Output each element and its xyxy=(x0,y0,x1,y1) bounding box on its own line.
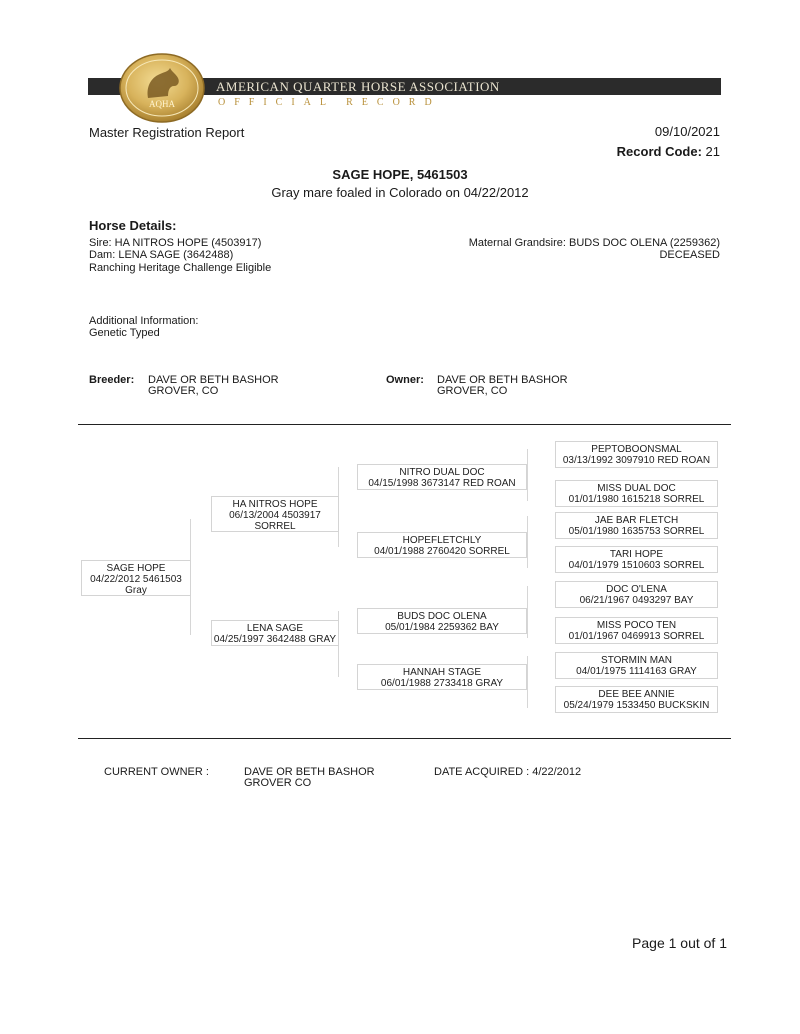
current-owner-location: GROVER CO xyxy=(244,777,312,789)
breeder-label: Breeder: xyxy=(89,374,135,386)
pedigree-horse-extra: SORREL xyxy=(254,521,296,532)
record-code-value: 21 xyxy=(705,144,720,159)
pedigree-gen4-7 xyxy=(555,652,718,679)
pedigree-gen4-3 xyxy=(555,512,718,539)
pedigree-horse-info: 06/21/1967 0493297 BAY xyxy=(579,595,694,606)
pedigree-gen4-5 xyxy=(555,581,718,608)
owner-label: Owner: xyxy=(386,374,424,386)
record-code xyxy=(560,144,720,160)
horse-details-heading: Horse Details: xyxy=(89,218,177,233)
current-owner-name: DAVE OR BETH BASHOR xyxy=(244,766,375,778)
pedigree-horse-name: HOPEFLETCHLY xyxy=(402,535,482,546)
pedigree-horse-name: HA NITROS HOPE xyxy=(232,499,318,510)
pedigree-horse-name: TARI HOPE xyxy=(609,549,664,560)
pedigree-top-divider xyxy=(78,424,731,425)
pedigree-gen4-1 xyxy=(555,441,718,468)
report-title: Master Registration Report xyxy=(89,125,245,140)
pedigree-horse-info: 01/01/1980 1615218 SORREL xyxy=(568,494,705,505)
connector xyxy=(527,449,528,501)
pedigree-horse-info: 04/01/1975 1114163 GRAY xyxy=(576,666,697,677)
dam-line: Dam: LENA SAGE (3642488) xyxy=(89,249,234,261)
pedigree-horse-extra: Gray xyxy=(125,585,147,596)
pedigree-horse-name: STORMIN MAN xyxy=(601,655,672,666)
current-owner-label: CURRENT OWNER : xyxy=(104,766,209,778)
owner-location: GROVER, CO xyxy=(437,385,508,397)
maternal-grandsire-status: DECEASED xyxy=(659,249,720,261)
pedigree-gen4-4 xyxy=(555,546,718,573)
pedigree-horse-info: 04/22/2012 5461503 xyxy=(90,574,182,585)
pedigree-horse-name: PEPTOBOONSMAL xyxy=(591,444,682,455)
pedigree-horse-info: 04/15/1998 3673147 RED ROAN xyxy=(368,478,516,489)
pedigree-horse-name: MISS DUAL DOC xyxy=(597,483,676,494)
pedigree-horse-name: JAE BAR FLETCH xyxy=(594,515,679,526)
aqha-seal-logo xyxy=(118,52,206,124)
page-number: Page 1 out of 1 xyxy=(632,935,727,951)
additional-info-value: Genetic Typed xyxy=(89,327,160,339)
seal-text: AQHA xyxy=(149,99,175,109)
breeder-location: GROVER, CO xyxy=(148,385,219,397)
pedigree-horse-info: 05/01/1980 1635753 SORREL xyxy=(568,526,705,537)
pedigree-horse-name: HANNAH STAGE xyxy=(402,667,482,678)
pedigree-paternal-grandsire xyxy=(357,464,527,490)
pedigree-horse-name: DEE BEE ANNIE xyxy=(598,689,675,700)
owner-name: DAVE OR BETH BASHOR xyxy=(437,374,568,386)
pedigree-horse-name: NITRO DUAL DOC xyxy=(399,467,485,478)
breeder-name: DAVE OR BETH BASHOR xyxy=(148,374,279,386)
pedigree-maternal-grandsire xyxy=(357,608,527,634)
pedigree-gen4-8 xyxy=(555,686,718,713)
pedigree-sire xyxy=(211,496,339,532)
connector xyxy=(527,586,528,638)
pedigree-dam xyxy=(211,620,339,646)
pedigree-horse-info: 06/01/1988 2733418 GRAY xyxy=(380,678,504,689)
pedigree-horse-info: 01/01/1967 0469913 SORREL xyxy=(568,631,705,642)
additional-info-label: Additional Information: xyxy=(89,315,199,327)
pedigree-gen4-6 xyxy=(555,617,718,644)
pedigree-horse-name: LENA SAGE xyxy=(246,623,304,634)
pedigree-paternal-granddam xyxy=(357,532,527,558)
official-record-subtitle: OFFICIAL RECORD xyxy=(218,97,441,108)
report-date: 09/10/2021 xyxy=(654,124,720,139)
horse-description: Gray mare foaled in Colorado on 04/22/2012 xyxy=(271,185,529,200)
pedigree-horse-info: 04/01/1988 2760420 SORREL xyxy=(374,546,510,557)
pedigree-bottom-divider xyxy=(78,738,731,739)
pedigree-horse-info: 03/13/1992 3097910 RED ROAN xyxy=(562,455,711,466)
connector xyxy=(527,516,528,568)
pedigree-horse-info: 04/25/1997 3642488 GRAY xyxy=(213,634,337,645)
pedigree-subject xyxy=(81,560,191,596)
sire-line: Sire: HA NITROS HOPE (4503917) xyxy=(89,237,262,249)
eligibility-line: Ranching Heritage Challenge Eligible xyxy=(89,262,272,274)
record-code-label: Record Code: xyxy=(616,144,702,159)
pedigree-gen4-2 xyxy=(555,480,718,507)
date-acquired: DATE ACQUIRED : 4/22/2012 xyxy=(434,766,582,778)
pedigree-maternal-granddam xyxy=(357,664,527,690)
pedigree-horse-name: DOC O'LENA xyxy=(606,584,667,595)
horse-name: SAGE HOPE, 5461503 xyxy=(332,167,468,182)
maternal-grandsire: Maternal Grandsire: BUDS DOC OLENA (2259362) xyxy=(468,237,720,249)
pedigree-horse-info: 04/01/1979 1510603 SORREL xyxy=(568,560,705,571)
pedigree-horse-name: SAGE HOPE xyxy=(106,563,166,574)
pedigree-horse-info: 05/01/1984 2259362 BAY xyxy=(385,622,499,633)
pedigree-horse-info: 05/24/1979 1533450 BUCKSKIN xyxy=(563,700,710,711)
connector xyxy=(527,656,528,708)
organization-name: AMERICAN QUARTER HORSE ASSOCIATION xyxy=(216,79,500,94)
pedigree-horse-name: MISS POCO TEN xyxy=(596,620,677,631)
pedigree-horse-name: BUDS DOC OLENA xyxy=(397,611,487,622)
pedigree-horse-info: 06/13/2004 4503917 xyxy=(229,510,321,521)
